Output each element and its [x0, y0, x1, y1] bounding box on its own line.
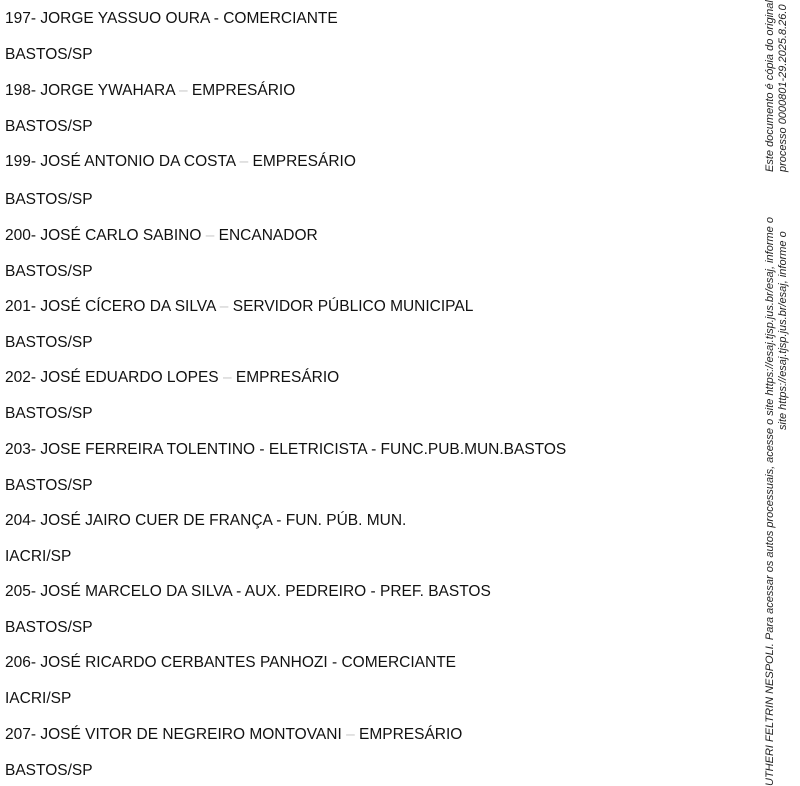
entry-line — [5, 582, 491, 602]
entry-role: EMPRESÁRIO — [354, 726, 463, 743]
entry-line — [5, 725, 462, 745]
entry-text: 203- JOSE FERREIRA TOLENTINO - ELETRICISTA - FUNC.PUB.MUN.BASTOS — [5, 441, 567, 458]
entry-city: BASTOS/SP — [5, 477, 93, 494]
entry-line — [5, 511, 406, 531]
dash-separator: – — [222, 369, 232, 386]
entry-text: 200- JOSÉ CARLO SABINO — [5, 227, 206, 244]
margin-note-line: UTHERI FELTRIN NESPOLI. Para acessar os autos processuais, acesse o site https://esaj.tjsp.jus.br/esaj, informe o — [764, 217, 776, 786]
margin-note — [762, 0, 798, 786]
entry-text: 197- JORGE YASSUO OURA - COMERCIANTE — [5, 10, 338, 27]
entry-line — [5, 653, 456, 673]
entry-city: BASTOS/SP — [5, 191, 93, 208]
entry-text: 201- JOSÉ CÍCERO DA SILVA — [5, 298, 220, 315]
entry-text: 205- JOSÉ MARCELO DA SILVA - AUX. PEDREIRO - PREF. BASTOS — [5, 583, 491, 600]
entry-role: EMPRESÁRIO — [248, 153, 356, 170]
entry-line — [5, 81, 295, 101]
entry-city: BASTOS/SP — [5, 619, 93, 636]
entry-text: 206- JOSÉ RICARDO CERBANTES PANHOZI - COMERCIANTE — [5, 654, 456, 671]
entry-line — [5, 368, 339, 388]
entry-city: IACRI/SP — [5, 548, 72, 565]
entry-line — [5, 297, 473, 317]
margin-note-line: Este documento é cópia do original — [764, 0, 776, 172]
entry-city: BASTOS/SP — [5, 118, 93, 135]
entry-line — [5, 226, 318, 246]
entry-city: IACRI/SP — [5, 690, 72, 707]
margin-note-line: processo 0000801-29.2025.8.26.0 — [777, 4, 789, 172]
entry-text: 202- JOSÉ EDUARDO LOPES — [5, 369, 223, 386]
entry-role: EMPRESÁRIO — [187, 82, 296, 99]
entry-role: EMPRESÁRIO — [231, 369, 340, 386]
entry-city: BASTOS/SP — [5, 405, 93, 422]
entry-text: 199- JOSÉ ANTONIO DA COSTA — [5, 153, 240, 170]
entry-line — [5, 152, 356, 172]
dash-separator: – — [239, 153, 249, 170]
entry-text: 204- JOSÉ JAIRO CUER DE FRANÇA - FUN. PÚB. MUN. — [5, 512, 407, 529]
entry-text: 207- JOSÉ VITOR DE NEGREIRO MONTOVANI — [5, 726, 347, 743]
margin-note-line: site https://esaj.tjsp.jus.br/esaj, informe o — [777, 231, 789, 430]
entry-line — [5, 440, 566, 460]
dash-separator: – — [219, 298, 229, 315]
entry-city: BASTOS/SP — [5, 46, 93, 63]
entry-city: BASTOS/SP — [5, 263, 93, 280]
dash-separator: – — [179, 82, 188, 99]
entry-role: SERVIDOR PÚBLICO MUNICIPAL — [228, 298, 474, 315]
entry-text: 198- JORGE YWAHARA — [5, 82, 179, 99]
dash-separator: – — [205, 227, 215, 244]
entry-city: BASTOS/SP — [5, 762, 93, 779]
entry-role: ENCANADOR — [214, 227, 318, 244]
dash-separator: – — [346, 726, 355, 743]
entry-city: BASTOS/SP — [5, 334, 93, 351]
entry-line — [5, 9, 338, 29]
